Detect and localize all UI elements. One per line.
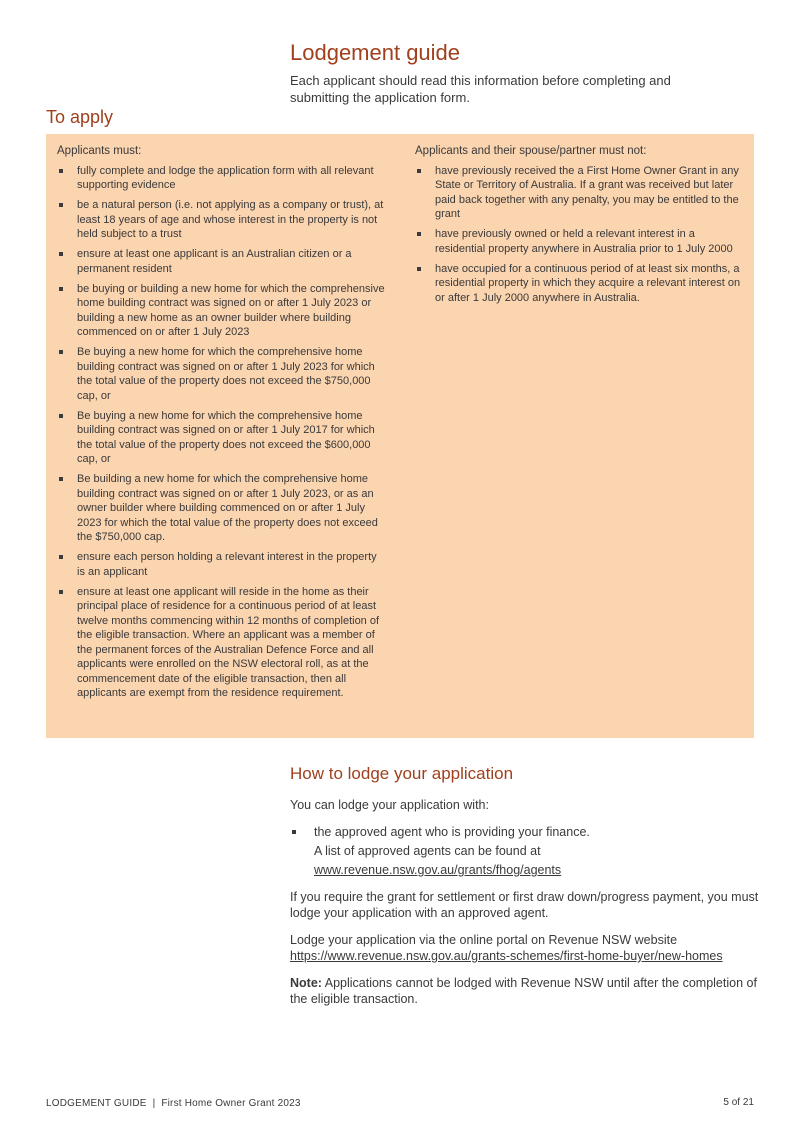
list-item: Be buying a new home for which the comprehensive home building contract was signed on or after 1 July 2017 for which the total value of the property does not exceed the $600,000 cap, or xyxy=(57,409,387,467)
to-apply-panel xyxy=(46,134,754,738)
portal-text: Lodge your application via the online portal on Revenue NSW website xyxy=(290,933,678,947)
intro-text: Each applicant should read this information before completing and submitting the application form. xyxy=(290,73,671,105)
note-paragraph xyxy=(290,975,760,1007)
note-text: Applications cannot be lodged with Revenue NSW until after the completion of the eligible transaction. xyxy=(290,976,757,1006)
applicants-must-not-list xyxy=(415,164,745,306)
how-to-lodge-heading: How to lodge your application xyxy=(290,764,514,783)
approved-agent-text: the approved agent who is providing your finance. xyxy=(314,825,590,839)
applicants-must-heading: Applicants must: xyxy=(57,145,142,157)
note-label: Note: xyxy=(290,976,322,990)
footer-page-number: 5 of 21 xyxy=(723,1097,754,1108)
list-item: ensure at least one applicant is an Australian citizen or a permanent resident xyxy=(57,247,387,276)
applicants-must-not-column xyxy=(415,144,745,311)
to-apply-heading: To apply xyxy=(46,107,114,127)
settlement-text: If you require the grant for settlement or first draw down/progress payment, you must lodge your application with an approved agent. xyxy=(290,890,759,920)
list-item: be buying or building a new home for which the comprehensive home building contract was signed on or after 1 July 2023 or building a new home as an owner builder where building commenced on or after 1 July 2023 xyxy=(57,282,387,340)
list-item: have previously owned or held a relevant interest in a residential property anywhere in Australia prior to 1 July 2000 xyxy=(415,227,745,256)
portal-link[interactable]: https://www.revenue.nsw.gov.au/grants-schemes/first-home-buyer/new-homes xyxy=(290,949,723,963)
portal-paragraph xyxy=(290,932,760,964)
agents-list-text: A list of approved agents can be found at xyxy=(314,844,541,858)
list-item xyxy=(290,824,760,878)
applicants-must-not-heading: Applicants and their spouse/partner must not: xyxy=(415,145,647,157)
list-item: have occupied for a continuous period of at least six months, a residential property in which they acquire a relevant interest on or after 1 July 2000 anywhere in Australia. xyxy=(415,262,745,306)
list-item: ensure each person holding a relevant interest in the property is an applicant xyxy=(57,550,387,579)
applicants-must-column xyxy=(57,144,387,706)
how-to-lodge-body xyxy=(290,797,760,1018)
list-item: fully complete and lodge the application form with all relevant supporting evidence xyxy=(57,164,387,193)
page-title: Lodgement guide xyxy=(290,40,461,65)
list-item: Be building a new home for which the comprehensive home building contract was signed on or after 1 July 2023, or as an owner builder where building commenced on or after 1 July 2023 for which the total value of the property does not exceed the $750,000 cap. xyxy=(57,472,387,545)
footer-document-title: LODGEMENT GUIDE | First Home Owner Grant 2023 xyxy=(46,1098,301,1109)
agents-link[interactable]: www.revenue.nsw.gov.au/grants/fhog/agents xyxy=(314,863,562,877)
list-item: be a natural person (i.e. not applying as a company or trust), at least 18 years of age and whose interest in the property is not held subject to a trust xyxy=(57,198,387,242)
lodge-options-list xyxy=(290,824,760,878)
applicants-must-list xyxy=(57,164,387,701)
list-item: have previously received the a First Home Owner Grant in any State or Territory of Australia. If a grant was received but later paid back together with any penalty, you may be entitled to the grant xyxy=(415,164,745,222)
lodge-intro: You can lodge your application with: xyxy=(290,798,489,812)
list-item: Be buying a new home for which the comprehensive home building contract was signed on or after 1 July 2023 for which the total value of the property does not exceed the $750,000 cap, or xyxy=(57,345,387,403)
list-item: ensure at least one applicant will reside in the home as their principal place of residence for a continuous period of at least twelve months commencing within 12 months of completion of the eligible transaction. Where an applicant was a member of the permanent forces of the Australian Defence Force and all applicants were enrolled on the NSW electoral roll, as at the commencement date of the eligible transaction, then all applicants are exempt from the residence requirement. xyxy=(57,585,387,701)
